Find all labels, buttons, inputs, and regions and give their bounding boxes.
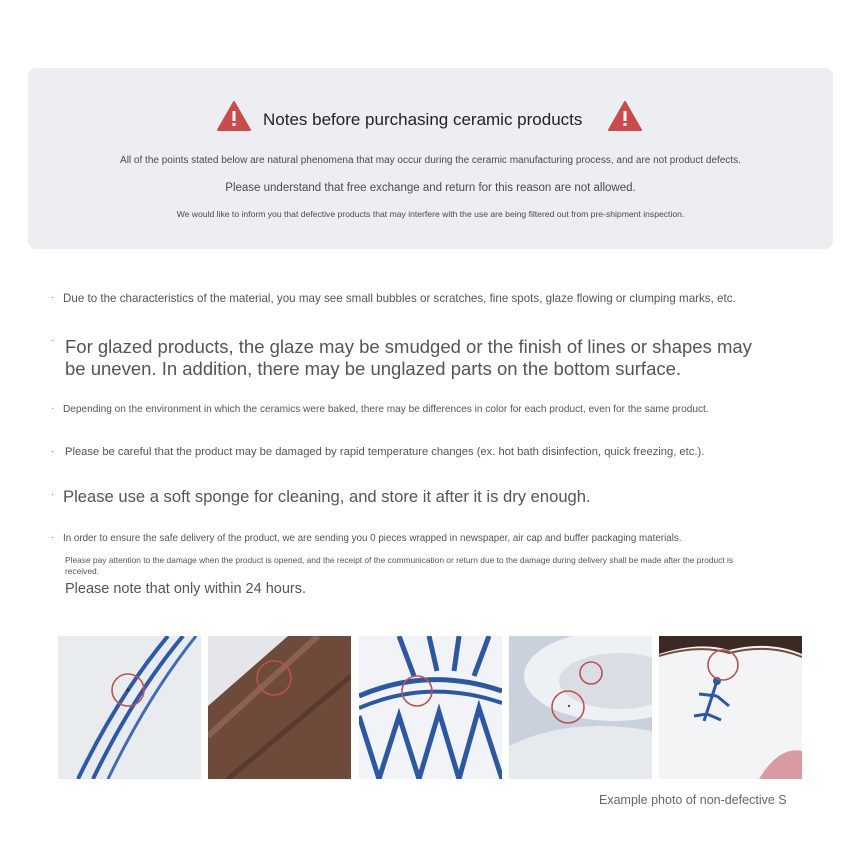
bullet-marker: · — [51, 489, 55, 500]
notice-line-natural-phenomena: All of the points stated below are natural phenomena that may occur during the ceramic manufacturing process, and are not product defects. — [120, 155, 741, 166]
notice-panel — [28, 68, 833, 249]
bullet-marker: · — [51, 335, 55, 346]
bullet-color-difference: Depending on the environment in which the ceramics were baked, there may be differences in color for each product, even for the same product. — [63, 404, 709, 415]
bullet-packaging: In order to ensure the safe delivery of the product, we are sending you 0 pieces wrapped in newspaper, air cap and buffer packaging materials. — [63, 533, 682, 544]
example-photos — [58, 636, 802, 779]
bullet-material-characteristics: Due to the characteristics of the material, you may see small bubbles or scratches, fine spots, glaze flowing or clumping marks, etc. — [63, 292, 736, 305]
bullet-marker: · — [51, 403, 55, 414]
notice-line-no-exchange: Please understand that free exchange and return for this reason are not allowed. — [225, 182, 636, 194]
photo-blue-pattern-bowl — [359, 636, 502, 779]
bullet-marker: · — [51, 532, 55, 543]
photo-floral-dish — [659, 636, 802, 779]
photo-blue-striped-dish — [58, 636, 201, 779]
photo-unglazed-base — [208, 636, 351, 779]
bullet-24-hours: Please note that only within 24 hours. — [65, 581, 307, 597]
notice-line-inspection: We would like to inform you that defective products that may interfere with the use are being filtered out from pre-shipment inspection. — [176, 209, 685, 219]
notice-title: Notes before purchasing ceramic products — [263, 110, 583, 129]
warning-triangle-icon — [216, 100, 252, 132]
bullet-marker: · — [51, 292, 55, 303]
bullet-damage-notice: Please pay attention to the damage when the product is opened, and the receipt of the communication or return due to the damage during delivery shall be made after the product is received. — [65, 555, 734, 576]
bullet-cleaning: Please use a soft sponge for cleaning, and store it after it is dry enough. — [63, 487, 591, 506]
notice-title-row — [28, 100, 833, 136]
photo-white-bowl-rim — [509, 636, 652, 779]
photo-caption: Example photo of non-defective S — [599, 793, 787, 807]
warning-triangle-icon — [607, 100, 643, 132]
bullet-glaze-smudge: For glazed products, the glaze may be smudged or the finish of lines or shapes may be uneven. In addition, there may be unglazed parts on the bottom surface. — [65, 336, 752, 379]
bullet-temperature-warning: Please be careful that the product may be damaged by rapid temperature changes (ex. hot bath disinfection, quick freezing, etc.). — [65, 446, 705, 458]
bullet-marker: · — [51, 446, 55, 457]
